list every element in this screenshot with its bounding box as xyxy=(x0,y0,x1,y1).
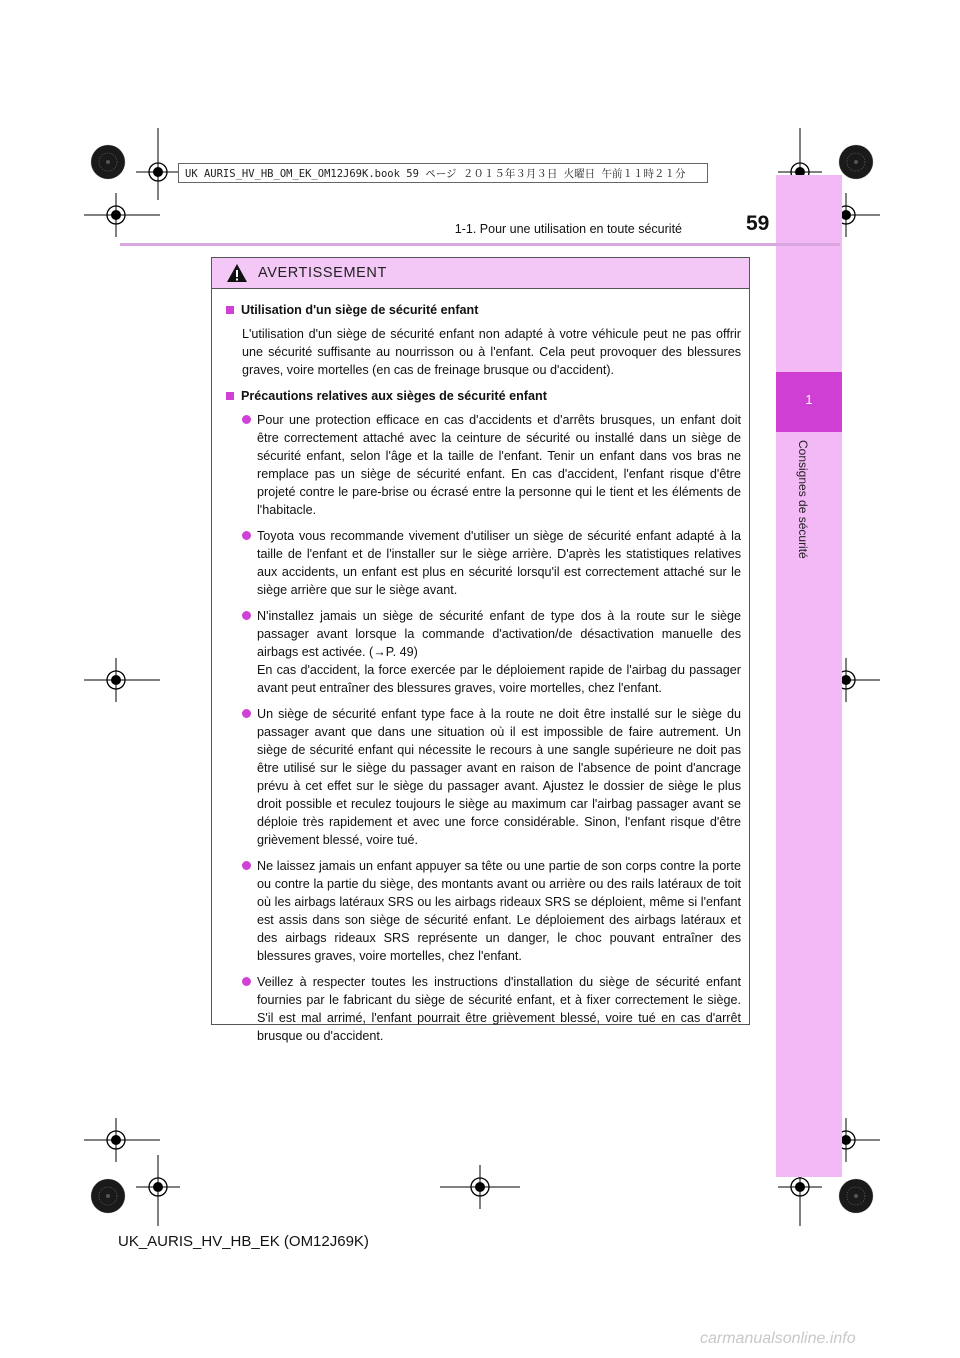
square-bullet-icon xyxy=(226,306,234,314)
chapter-label: Consignes de sécurité xyxy=(796,440,810,559)
warning-title: AVERTISSEMENT xyxy=(258,265,387,281)
section-heading: Utilisation d'un siège de sécurité enfant xyxy=(226,301,741,319)
header-divider xyxy=(120,243,840,246)
round-bullet-icon xyxy=(242,611,251,620)
square-bullet-icon xyxy=(226,392,234,400)
round-bullet-icon xyxy=(242,977,251,986)
chapter-number-block xyxy=(776,372,842,432)
section-title: 1-1. Pour une utilisation en toute sécurité xyxy=(454,222,682,236)
list-item: Un siège de sécurité enfant type face à la route ne doit être installé sur le siège du passager avant que dans une situation où il est impossible de faire autrement. Un siège de sécurité enfant qui nécessite le recours à une sangle supérieure ne doit pas être utilisé sur le siège du passager avant en raison de l'absence de point d'ancrage prévu à cet effet sur le siège du passager avant. Ajustez le dossier de siège le plus droit possible et reculez toujours le siège au maximum car l'airbag passager avant se déploie très rapidement et avec une force considérable. Sinon, l'enfant risque d'être grièvement blessé, voire tué. xyxy=(242,705,741,849)
list-item: Ne laissez jamais un enfant appuyer sa tête ou une partie de son corps contre la porte ou contre la partie du siège, des montants avant ou arrière ou des rails latéraux de toit où les airbags latéraux SRS ou les airbags rideaux SRS se déploient, même si l'enfant est assis dans son siège de sécurité enfant. Le déploiement des airbags latéraux et des airbags rideaux SRS représente un danger, le choc pouvant entraîner des blessures graves, voire mortelles, chez l'enfant. xyxy=(242,857,741,965)
list-item-extra: En cas d'accident, la force exercée par le déploiement rapide de l'airbag du passager avant peut entraîner des blessures graves, voire mortelles, chez l'enfant. xyxy=(257,663,741,695)
section-heading: Précautions relatives aux sièges de sécurité enfant xyxy=(226,387,741,405)
list-item: Veillez à respecter toutes les instructions d'installation du siège de sécurité enfant fournies par le fabricant du siège de sécurité enfant, et à fixer correctement le siège. S'il est mal arrimé, l'enfant pourrait être grièvement blessé, voire tué en cas d'arrêt brusque ou d'accident. xyxy=(242,973,741,1045)
watermark-text: carmanualsonline.info xyxy=(700,1330,856,1347)
chapter-side-tab xyxy=(776,175,842,1177)
section-paragraph: L'utilisation d'un siège de sécurité enfant non adapté à votre véhicule peut ne pas offrir une sécurité suffisante au nourrisson ou à l'enfant. Cela peut provoquer des blessures graves, voire mortelles (en cas de freinage brusque ou d'accident). xyxy=(242,327,741,377)
warning-body xyxy=(212,289,749,1045)
round-bullet-icon xyxy=(242,709,251,718)
page-number: 59 xyxy=(746,212,770,235)
round-bullet-icon xyxy=(242,415,251,424)
chapter-number: 1 xyxy=(805,392,813,407)
list-item-text: N'installez jamais un siège de sécurité enfant de type dos à la route sur le siège passager avant lorsque la commande d'activation/de désactivation manuelle des airbags est activée. (→P. 49) xyxy=(257,609,741,659)
warning-triangle-icon xyxy=(226,263,248,283)
warning-header xyxy=(212,258,749,289)
round-bullet-icon xyxy=(242,531,251,540)
round-bullet-icon xyxy=(242,861,251,870)
book-info-strip: UK AURIS_HV_HB_OM_EK_OM12J69K.book 59 ページ ２０１５年３月３日 火曜日 午前１１時２１分 xyxy=(178,163,708,183)
list-item: Toyota vous recommande vivement d'utiliser un siège de sécurité enfant adapté à la taille de l'enfant et de l'installer sur le siège arrière. D'après les statistiques relatives aux accidents, un enfant est plus en sécurité lorsqu'il est correctement attaché sur le siège arrière que sur le siège avant. xyxy=(242,527,741,599)
list-item xyxy=(242,607,741,697)
warning-box xyxy=(211,257,750,1043)
model-code-footer: UK_AURIS_HV_HB_EK (OM12J69K) xyxy=(118,1233,369,1250)
list-item: Pour une protection efficace en cas d'accidents et d'arrêts brusques, un enfant doit être correctement attaché avec la ceinture de sécurité ou installé dans un siège de sécurité enfant, selon l'âge et la taille de l'enfant. Tenir un enfant dans vos bras ne remplace pas un siège de sécurité enfant. En cas d'accident, l'enfant risque d'être projeté contre le pare-brise ou écrasé entre la personne qui le tient et les éléments de l'habitacle. xyxy=(242,411,741,519)
